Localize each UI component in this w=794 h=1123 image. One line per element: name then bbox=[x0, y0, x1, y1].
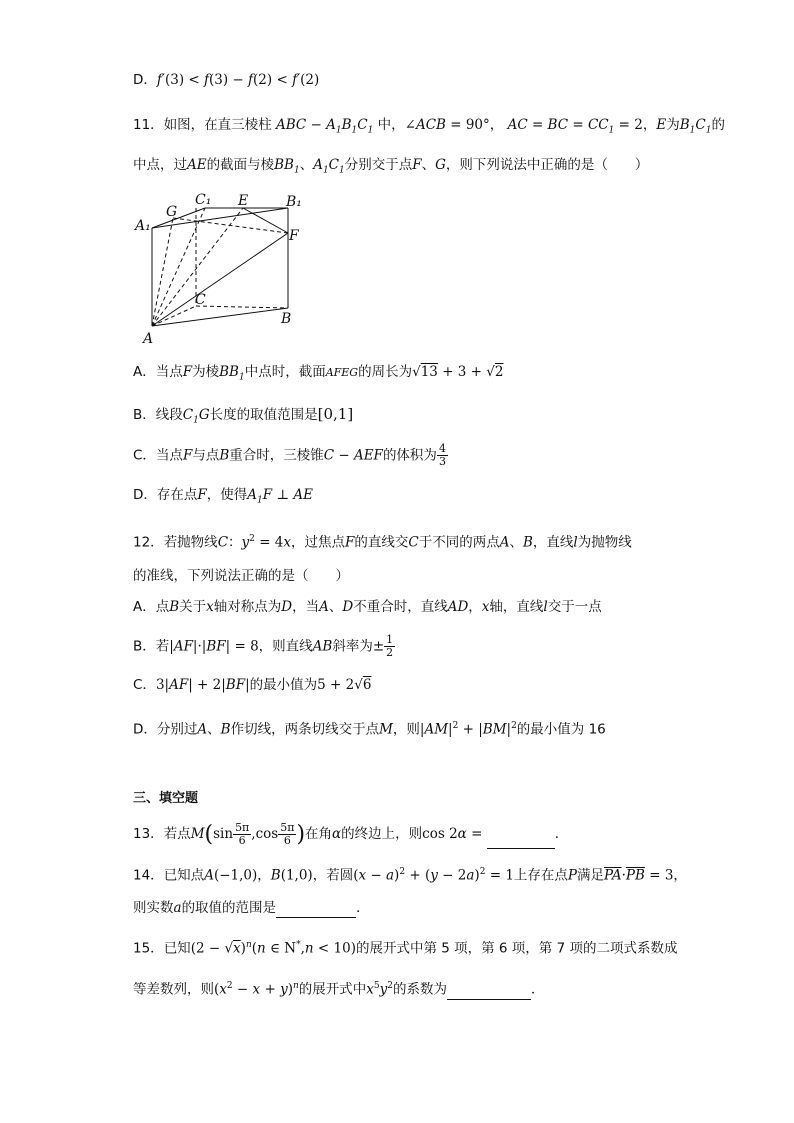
edge-a1-c1 bbox=[152, 208, 205, 228]
label-a1: A₁ bbox=[135, 218, 151, 234]
label-e: E bbox=[238, 193, 249, 209]
edge-g-f bbox=[173, 218, 288, 233]
edge-a-g bbox=[152, 218, 173, 326]
section-title: 三、填空题 bbox=[133, 791, 199, 806]
q11-option-a: A．当点F为棱$BB_1$中点时，截面AFEG的周长为√13 + 3 + √2 bbox=[133, 364, 504, 383]
q12-stem-line2: 的准线，下列说法正确的是（ ） bbox=[133, 568, 349, 584]
q12-option-c: C．3|AF| + 2|BF|的最小值为5 + 2√6 bbox=[133, 677, 372, 693]
q14-line2: 则实数a的取值的范围是 ． bbox=[133, 900, 370, 916]
q11-option-d: D．存在点F，使得$A_1F$ ⊥ AE bbox=[133, 487, 314, 506]
q13-answer-blank[interactable] bbox=[487, 834, 555, 849]
label-b1: B₁ bbox=[286, 194, 302, 210]
prism-name: ABC − $A_1B_1C_1$ bbox=[271, 117, 374, 136]
q14-answer-blank[interactable] bbox=[276, 903, 356, 918]
label-a: A bbox=[143, 331, 154, 347]
slope-fraction: $\frac{1}{2}$ bbox=[386, 633, 394, 659]
q11-option-c: C．当点F与点B重合时，三棱锥C − AEF的体积为 $\frac{4}{3}$ bbox=[133, 442, 446, 468]
label-b: B bbox=[281, 311, 292, 327]
volume-fraction: $\frac{4}{3}$ bbox=[438, 442, 446, 468]
q10-option-d-label: D． bbox=[133, 72, 157, 88]
q12-option-d: D．分别过A、B作切线，两条切线交于点M，则$|AM|^2 + |BM|^2$的最小值为 16 bbox=[133, 721, 606, 738]
angle-acb: ∠ACB = 90° bbox=[404, 117, 490, 133]
q12-stem-line1: 12．若抛物线C：$y^2 = 4x$，过焦点F的直线交C于不同的两点A、B，直线l为抛物线 bbox=[133, 534, 632, 551]
q11-option-b: B．线段$C_1G$长度的取值范围是[0,1] bbox=[133, 405, 354, 426]
q11-stem-line2: 中点，过AE的截面与棱$BB_1$、$A_1C_1$分别交于点F、G，则下列说法中正确的是（ ） bbox=[133, 157, 649, 176]
q15-answer-blank[interactable] bbox=[447, 985, 531, 1000]
prism-figure bbox=[133, 188, 313, 348]
q11-stem-line1: 11．如图，在直三棱柱 ABC − $A_1B_1C_1$ 中，∠ACB = 90°， AC = BC = $CC_1 = 2$，E为$B_1C_1$的 bbox=[133, 117, 725, 136]
q12-option-a: A．点B关于x轴对称点为D，当A、D不重合时，直线AD，x轴，直线l交于一点 bbox=[133, 599, 602, 615]
q13: 13．若点M(sin $\frac{5\pi}{6}$ ,cos $\frac{5\pi}{6}$ )在角α的终边上，则cos 2α = ． bbox=[133, 820, 569, 847]
q15-line2: 等差数列，则$(x^2 - x + y)^n$的展开式中$x^5y^2$的系数为 ． bbox=[133, 981, 545, 998]
label-c1: C₁ bbox=[195, 192, 212, 208]
label-c: C bbox=[195, 292, 206, 308]
q15-line1: 15．已知$(2 - √x)^n(n$ ∈ N*,n < 10)的展开式中第 5 项，第 6 项，第 7 项的二项式系数成 bbox=[133, 940, 678, 957]
edge-lengths: AC = BC = $CC_1$ = bbox=[503, 117, 635, 136]
perimeter-formula: √13 + 3 + √2 bbox=[412, 364, 504, 380]
q14-line1: 14．已知点A(−1,0)，B(1,0)，若圆$(x - a)^2 + (y - 2a)^2 = 1$上存在点P满足$\overline{PA}\cdot\overline{PB} = 3$， bbox=[133, 867, 687, 884]
q10-option-d: D．f′(3) < f(3) − f(2) < f′(2) bbox=[133, 72, 320, 88]
edge-c-b bbox=[196, 306, 288, 308]
label-f: F bbox=[289, 228, 299, 244]
q10-option-d-formula: f′ bbox=[156, 72, 165, 88]
range-interval: [0,1] bbox=[317, 405, 354, 423]
label-g: G bbox=[166, 204, 178, 220]
q12-option-b: B．若|AF|·|BF| = 8，则直线AB斜率为± $\frac{1}{2}$ bbox=[133, 633, 394, 659]
